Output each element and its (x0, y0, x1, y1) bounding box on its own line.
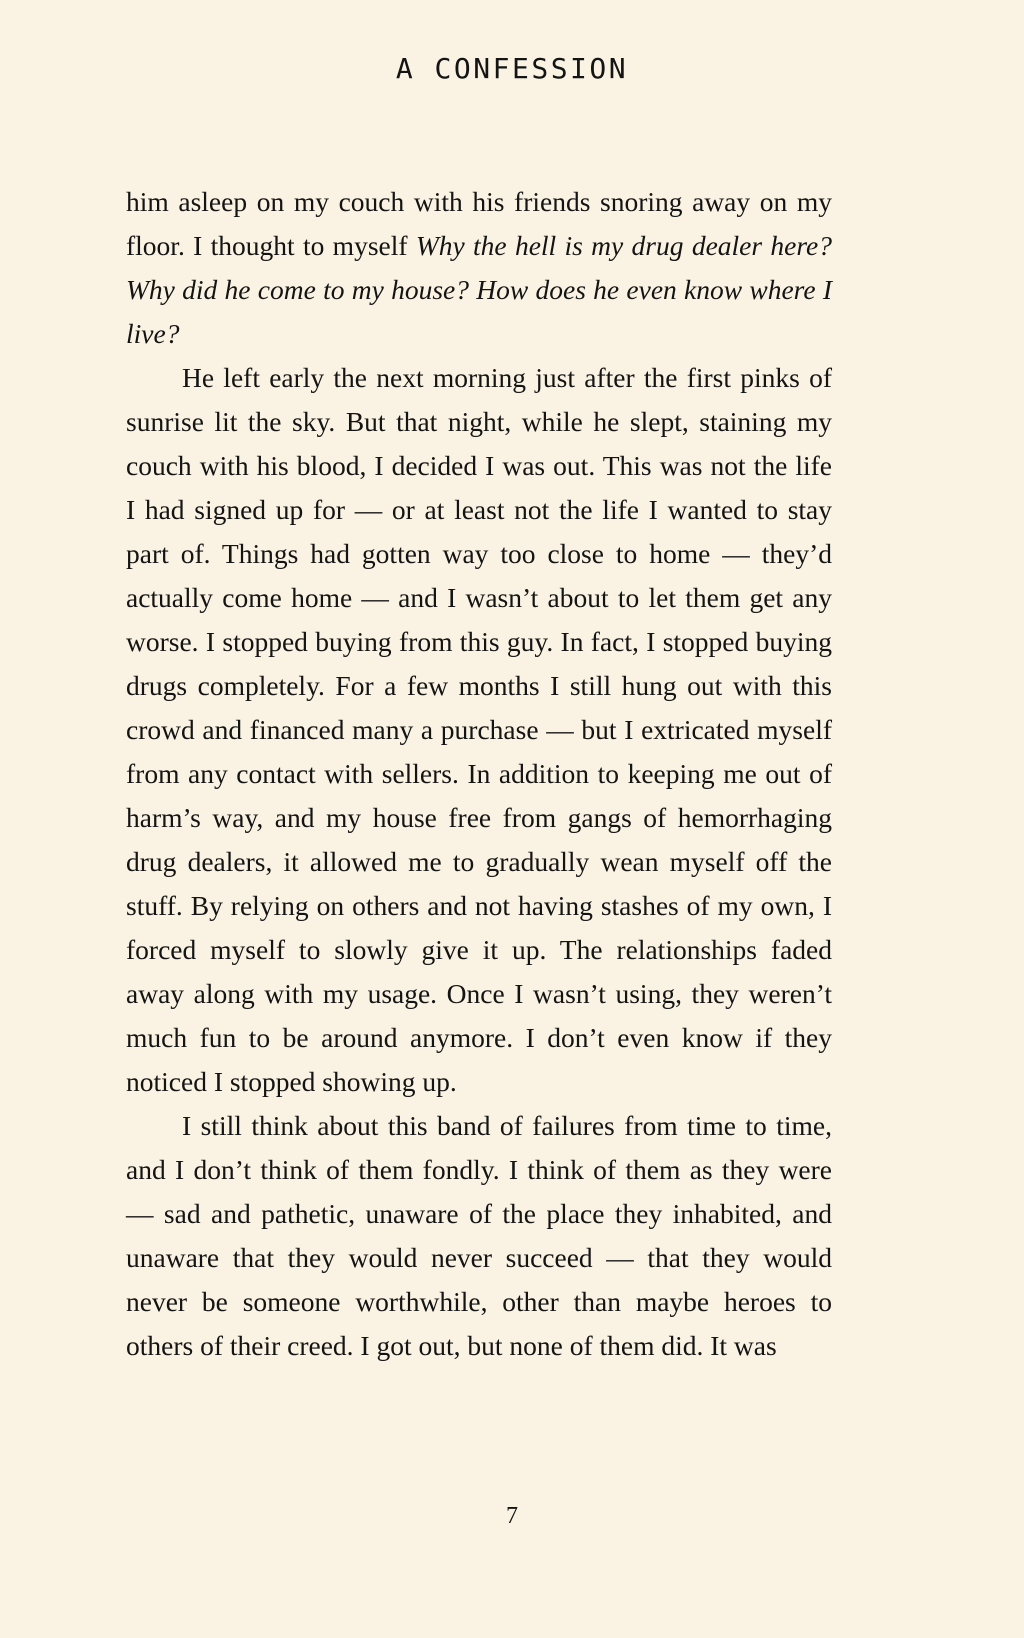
text-run: him asleep on my couch with his friends snoring away on my floor. I thought to myself (126, 186, 832, 261)
text-run: I still think about this band of failures from time to time, and I don’t think of them fondly. I think of them as they were — sad and pathetic, unaware of the place they inhabited, and unaware that they would never succeed — that they would never be someone worthwhile, other than maybe heroes to others of their creed. I got out, but none of them did. It was (126, 1110, 832, 1361)
paragraph (126, 356, 832, 1104)
italic-run: Why the hell is my drug dealer here? Why did he come to my house? How does he even know where I live? (126, 230, 832, 349)
paragraph (126, 1104, 832, 1368)
paragraph (126, 180, 832, 356)
page-number: 7 (506, 1503, 518, 1529)
body-text (126, 180, 832, 1368)
text-run: He left early the next morning just after the first pinks of sunrise lit the sky. But that night, while he slept, staining my couch with his blood, I decided I was out. This was not the life I had signed up for — or at least not the life I wanted to stay part of. Things had gotten way too close to home — they’d actually come home — and I wasn’t about to let them get any worse. I stopped buying from this guy. In fact, I stopped buying drugs completely. For a few months I still hung out with this crowd and financed many a purchase — but I extricated myself from any contact with sellers. In addition to keeping me out of harm’s way, and my house free from gangs of hemorrhaging drug dealers, it allowed me to gradually wean myself off the stuff. By relying on others and not having stashes of my own, I forced myself to slowly give it up. The relationships faded away along with my usage. Once I wasn’t using, they weren’t much fun to be around anymore. I don’t even know if they noticed I stopped showing up. (126, 362, 832, 1097)
running-head: A CONFESSION (395, 52, 629, 85)
